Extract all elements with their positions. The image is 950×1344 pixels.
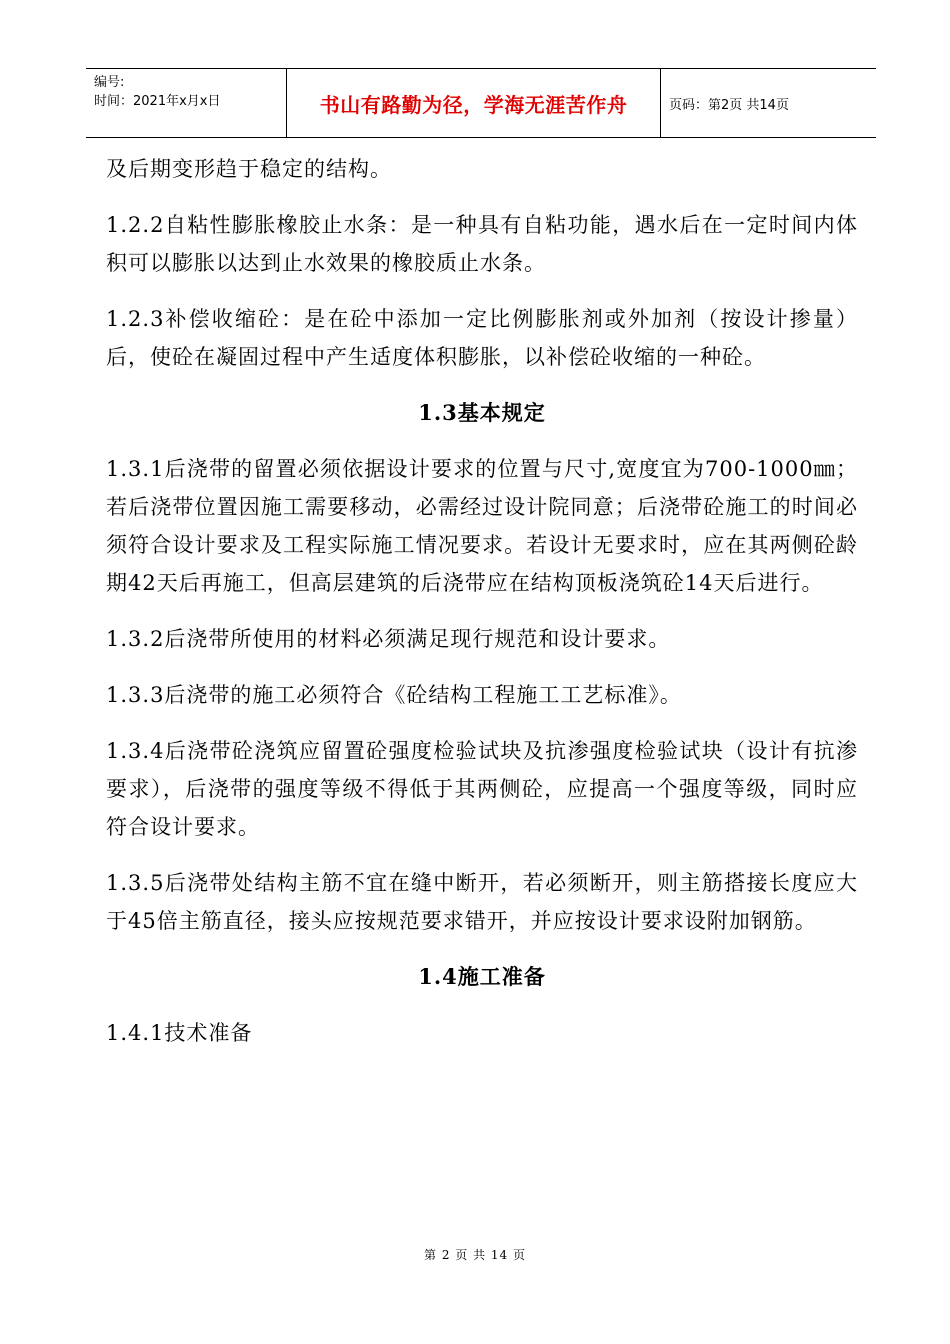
header-left-cell: [86, 69, 287, 137]
page-info: 页码：第2页 共14页: [669, 97, 789, 113]
paragraph: 1.3.5后浇带处结构主筋不宜在缝中断开，若必须断开，则主筋搭接长度应大于45倍主筋直径，接头应按规范要求错开，并应按设计要求设附加钢筋。: [106, 871, 858, 933]
paragraph: 1.2.2自粘性膨胀橡胶止水条：是一种具有自粘功能，遇水后在一定时间内体积可以膨胀以达到止水效果的橡胶质止水条。: [106, 213, 858, 275]
motto-text: 书山有路勤为径，学海无涯苦作舟: [319, 92, 628, 117]
section-heading: 1.3基本规定: [418, 400, 546, 425]
page-footer: 第 2 页 共 14 页: [424, 1248, 526, 1262]
paragraph: 1.3.1后浇带的留置必须依据设计要求的位置与尺寸,宽度宜为700-1000㎜；若后浇带位置因施工需要移动，必需经过设计院同意；后浇带砼施工的时间必须符合设计要求及工程实际施工情况要求。若设计无要求时，应在其两侧砼龄期42天后再施工，但高层建筑的后浇带应在结构顶板浇筑砼14天后进行。: [106, 457, 858, 595]
number-label: 编号:: [94, 75, 125, 90]
paragraph: 1.4.1技术准备: [106, 1021, 253, 1045]
paragraph: 及后期变形趋于稳定的结构。: [106, 157, 392, 181]
section-heading: 1.4施工准备: [418, 964, 546, 989]
paragraph: 1.3.3后浇带的施工必须符合《砼结构工程施工工艺标准》。: [106, 683, 682, 707]
time-label: 时间：2021年x月x日: [94, 94, 221, 109]
header-motto-cell: [287, 69, 661, 137]
page-header: [86, 68, 876, 138]
paragraph: 1.2.3补偿收缩砼：是在砼中添加一定比例膨胀剂或外加剂（按设计掺量）后，使砼在凝固过程中产生适度体积膨胀，以补偿砼收缩的一种砼。: [106, 307, 858, 369]
paragraph: 1.3.4后浇带砼浇筑应留置砼强度检验试块及抗渗强度检验试块（设计有抗渗要求），后浇带的强度等级不得低于其两侧砼，应提高一个强度等级，同时应符合设计要求。: [106, 739, 858, 839]
header-page-cell: [661, 69, 876, 137]
paragraph: 1.3.2后浇带所使用的材料必须满足现行规范和设计要求。: [106, 627, 671, 651]
document-body: [106, 150, 858, 1052]
